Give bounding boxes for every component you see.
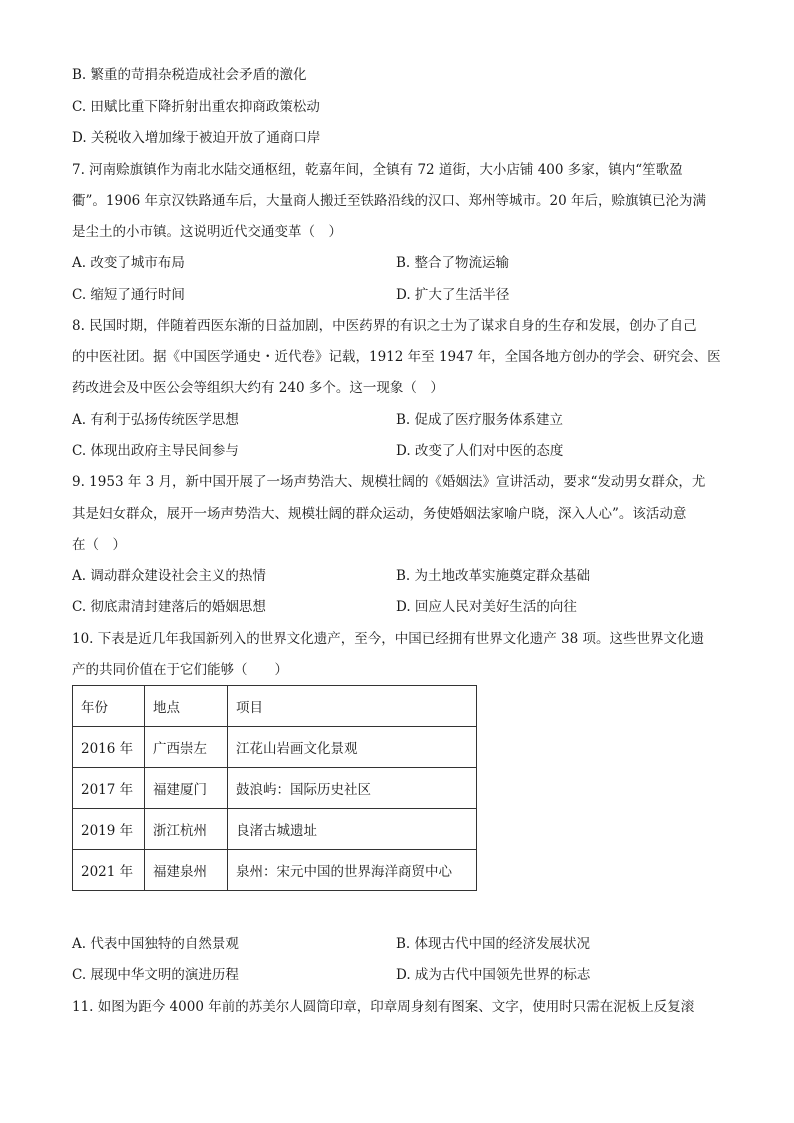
table-row (73, 809, 477, 850)
q6-option-b: B. 繁重的苛捐杂税造成社会矛盾的激化 (72, 67, 307, 83)
q9-option-d: D. 回应人民对美好生活的向往 (396, 599, 577, 615)
q7-stem-line3: 是尘土的小市镇。这说明近代交通变革（ ） (72, 224, 342, 240)
q8-option-d: D. 改变了人们对中医的态度 (396, 443, 564, 459)
table-cell-project: 鼓浪屿：国际历史社区 (228, 768, 477, 809)
table-header-project: 项目 (228, 686, 477, 727)
q10-option-a: A. 代表中国独特的自然景观 (72, 936, 239, 952)
q8-stem-line2: 的中医社团。据《中国医学通史・近代卷》记载，1912 年至 1947 年，全国各地方创办的学会、研究会、医 (72, 349, 721, 365)
q10-option-d: D. 成为古代中国领先世界的标志 (396, 967, 591, 983)
table-header-year: 年份 (73, 686, 145, 727)
q9-stem-line1: 9. 1953 年 3 月，新中国开展了一场声势浩大、规模壮阔的《婚姻法》宣讲活动，要求“发动男女群众，尤 (72, 474, 706, 490)
q10-stem-line1: 10. 下表是近几年我国新列入的世界文化遗产，至今，中国已经拥有世界文化遗产 38 项。这些世界文化遗 (72, 631, 705, 647)
table-cell-year: 2016 年 (73, 727, 145, 768)
table-cell-location: 浙江杭州 (145, 809, 228, 850)
q9-stem-line3: 在（ ） (72, 537, 126, 553)
q7-option-b: B. 整合了物流运输 (396, 255, 510, 271)
q9-option-b: B. 为土地改革实施奠定群众基础 (396, 568, 591, 584)
table-cell-year: 2021 年 (73, 850, 145, 891)
q9-option-c: C. 彻底肃清封建落后的婚姻思想 (72, 599, 266, 615)
table-row (73, 850, 477, 891)
q7-option-c: C. 缩短了通行时间 (72, 287, 185, 303)
heritage-table (72, 685, 477, 891)
q9-stem-line2: 其是妇女群众，展开一场声势浩大、规模壮阔的群众运动，务使婚姻法家喻户晓，深入人心”。该活动意 (72, 506, 687, 522)
table-row (73, 768, 477, 809)
q10-option-c: C. 展现中华文明的演进历程 (72, 967, 239, 983)
table-header-row (73, 686, 477, 727)
q8-option-c: C. 体现出政府主导民间参与 (72, 443, 239, 459)
q7-stem-line1: 7. 河南赊旗镇作为南北水陆交通枢纽，乾嘉年间，全镇有 72 道街，大小店铺 400 多家，镇内“笙歌盈 (72, 162, 683, 178)
q7-stem-line2: 衢”。1906 年京汉铁路通车后，大量商人搬迁至铁路沿线的汉口、郑州等城市。20 年后，赊旗镇已沦为满 (72, 193, 707, 209)
table-cell-project: 泉州：宋元中国的世界海洋商贸中心 (228, 850, 477, 891)
table-cell-year: 2017 年 (73, 768, 145, 809)
q6-option-d: D. 关税收入增加缘于被迫开放了通商口岸 (72, 130, 321, 146)
q7-option-d: D. 扩大了生活半径 (396, 287, 510, 303)
q8-stem-line3: 药改进会及中医公会等组织大约有 240 多个。这一现象（ ） (72, 380, 444, 396)
q10-option-b: B. 体现古代中国的经济发展状况 (396, 936, 591, 952)
q8-option-a: A. 有利于弘扬传统医学思想 (72, 412, 239, 428)
table-cell-location: 广西崇左 (145, 727, 228, 768)
q10-stem-line2: 产的共同价值在于它们能够（ ） (72, 662, 288, 678)
q8-stem-line1: 8. 民国时期，伴随着西医东渐的日益加剧，中医药界的有识之士为了谋求自身的生存和发展，创办了自己 (72, 318, 697, 334)
table-cell-project: 江花山岩画文化景观 (228, 727, 477, 768)
q8-option-b: B. 促成了医疗服务体系建立 (396, 412, 564, 428)
table-cell-location: 福建厦门 (145, 768, 228, 809)
q6-option-c: C. 田赋比重下降折射出重农抑商政策松动 (72, 99, 320, 115)
q9-option-a: A. 调动群众建设社会主义的热情 (72, 568, 266, 584)
q7-option-a: A. 改变了城市布局 (72, 255, 185, 271)
q11-stem-line1: 11. 如图为距今 4000 年前的苏美尔人圆筒印章，印章周身刻有图案、文字，使用时只需在泥板上反复滚 (72, 999, 695, 1015)
table-row (73, 727, 477, 768)
table-cell-location: 福建泉州 (145, 850, 228, 891)
table-cell-year: 2019 年 (73, 809, 145, 850)
table-cell-project: 良渚古城遗址 (228, 809, 477, 850)
table-header-location: 地点 (145, 686, 228, 727)
